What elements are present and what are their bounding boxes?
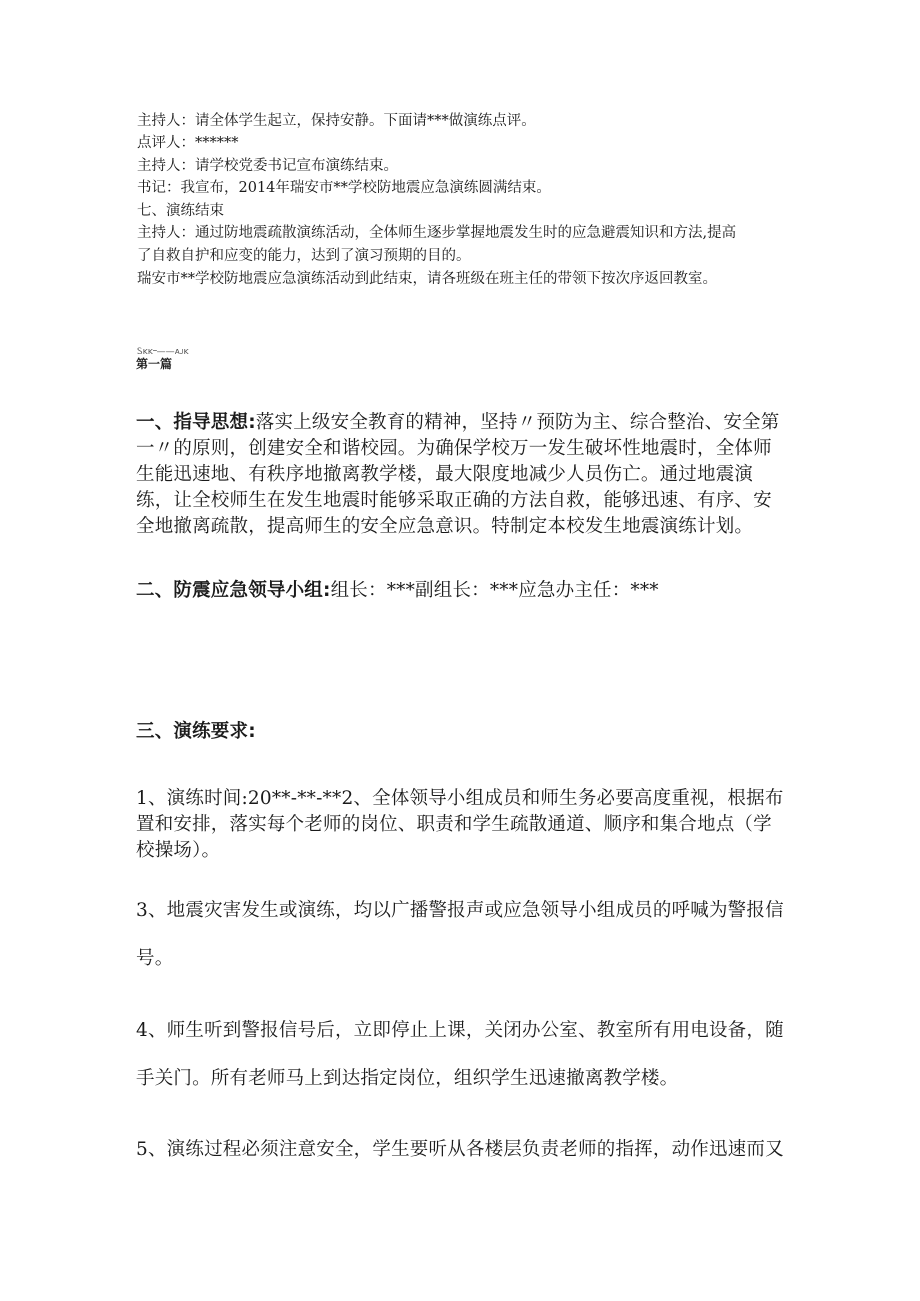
part-heading: 第一篇 [136, 357, 173, 371]
item-3-line-1: 3、地震灾害发生或演练，均以广播警报声或应急领导小组成员的呼喊为警报信 [136, 900, 784, 921]
host-summary-line-2: 了自救自护和应变的能力，达到了演习预期的目的。 [137, 248, 471, 264]
section-1-line-1: 落实上级安全教育的精神，坚持〃预防为主、综合整治、安全第 [255, 412, 780, 433]
host-line-2: 主持人：请学校党委书记宣布演练结束。 [137, 158, 398, 174]
item-1-line-2: 置和安排，落实每个老师的岗位、职责和学生疏散通道、顺序和集合地点（学 [136, 814, 772, 835]
section-1-line-5: 全地撤离疏散，提高师生的安全应急意识。特制定本校发生地震演练计划。 [136, 516, 754, 537]
separator-text: Ꮪᴋᴋ᠆——ᴀᴊᴋ [137, 347, 189, 357]
section-1-line-4: 练，让全校师生在发生地震时能够采取正确的方法自救，能够迅速、有序、安 [136, 490, 772, 511]
item-3-line-2: 号。 [136, 948, 174, 969]
item-4-line-2: 手关门。所有老师马上到达指定岗位，组织学生迅速撤离教学楼。 [136, 1068, 679, 1089]
section-guiding-thought [136, 410, 786, 540]
section-leadership-group [136, 578, 786, 604]
section-seven-heading: 七、演练结束 [137, 203, 224, 219]
section-2-text: 组长：***副组长：***应急办主任：*** [330, 580, 659, 601]
section-3-title: 三、演练要求: [136, 721, 256, 742]
section-1-title: 一、指导思想: [136, 412, 256, 433]
host-line-1: 主持人：请全体学生起立，保持安静。下面请***做演练点评。 [137, 113, 536, 129]
section-1-line-2: 一〃的原则，创建安全和谐校园。为确保学校万一发生破坏性地震时，全体师 [136, 438, 772, 459]
item-4-line-1: 4、师生听到警报信号后，立即停止上课，关闭办公室、教室所有用电设备，随 [136, 1020, 784, 1041]
host-summary-line-1: 主持人：通过防地震疏散演练活动，全体师生逐步掌握地震发生时的应急避震知识和方法,提高 [137, 225, 737, 241]
item-1-line-1: 1、演练时间:20**-**-**2、全体领导小组成员和师生务必要高度重视，根据布 [136, 788, 784, 809]
item-5-line-1: 5、演练过程必须注意安全，学生要听从各楼层负责老师的指挥，动作迅速而又 [136, 1139, 784, 1160]
item-1 [136, 786, 786, 864]
item-1-line-3: 校操场）。 [136, 840, 221, 861]
reviewer-line: 点评人：****** [137, 135, 239, 151]
section-2-title: 二、防震应急领导小组: [136, 580, 331, 601]
section-1-line-3: 生能迅速地、有秩序地撤离教学楼，最大限度地减少人员伤亡。通过地震演 [136, 464, 754, 485]
secretary-line: 书记：我宣布，2014年瑞安市**学校防地震应急演练圆满结束。 [137, 180, 551, 196]
section-requirements [136, 719, 786, 745]
closing-line: 瑞安市**学校防地震应急演练活动到此结束，请各班级在班主任的带领下按次序返回教室。 [137, 271, 717, 287]
